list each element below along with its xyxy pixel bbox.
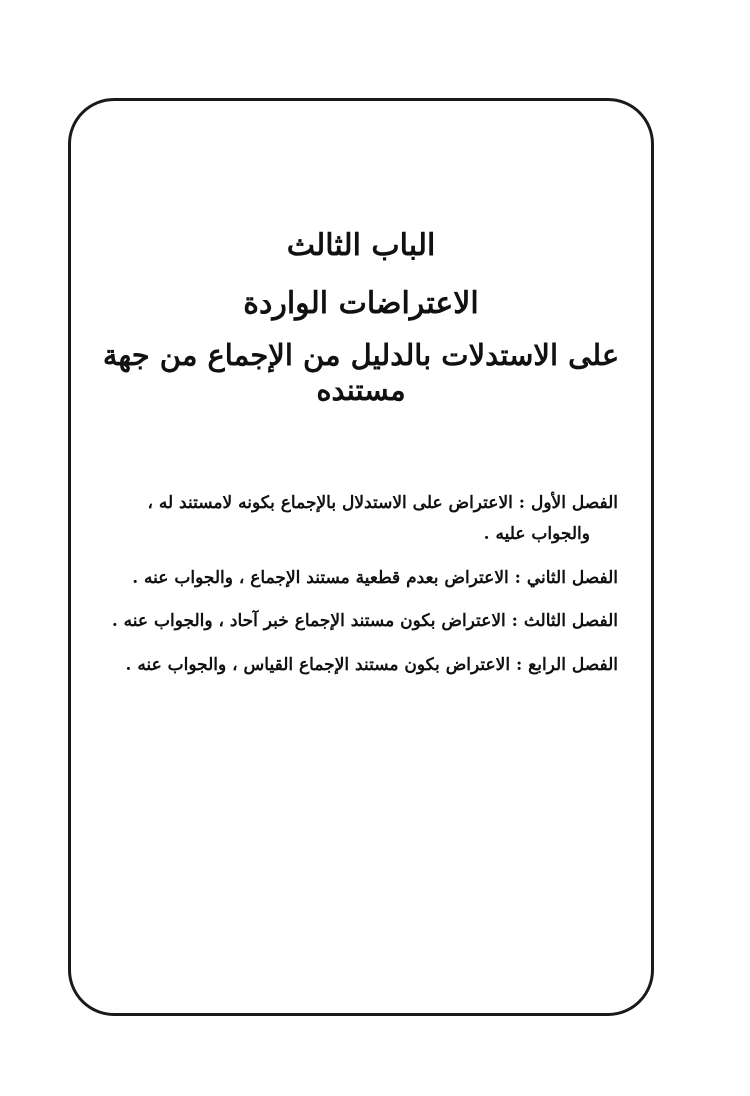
- chapter-list: [88, 488, 618, 693]
- part-subtitle: الاعتراضات الواردة: [243, 286, 479, 321]
- chapter-1-continuation: والجواب عليه .: [483, 524, 590, 545]
- part-title: الباب الثالث: [286, 228, 436, 263]
- chapter-item-1: [88, 488, 618, 551]
- chapter-item-4: [88, 650, 618, 681]
- chapter-4-text: الفصل الرابع : الاعتراض بكون مستند الإجماع القياس ، والجواب عنه .: [125, 654, 618, 675]
- chapter-3-text: الفصل الثالث : الاعتراض بكون مستند الإجماع خبر آحاد ، والجواب عنه .: [111, 611, 618, 632]
- chapter-item-3: [88, 606, 618, 637]
- part-topic: على الاستدلات بالدليل من الإجماع من جهة مستنده: [102, 338, 620, 407]
- chapter-2-text: الفصل الثاني : الاعتراض بعدم قطعية مستند الإجماع ، والجواب عنه .: [132, 567, 618, 588]
- section-headings: [68, 228, 654, 408]
- chapter-1-text: الفصل الأول : الاعتراض على الاستدلال بالإجماع بكونه لامستند له ،: [147, 493, 618, 513]
- chapter-item-2: [88, 563, 618, 594]
